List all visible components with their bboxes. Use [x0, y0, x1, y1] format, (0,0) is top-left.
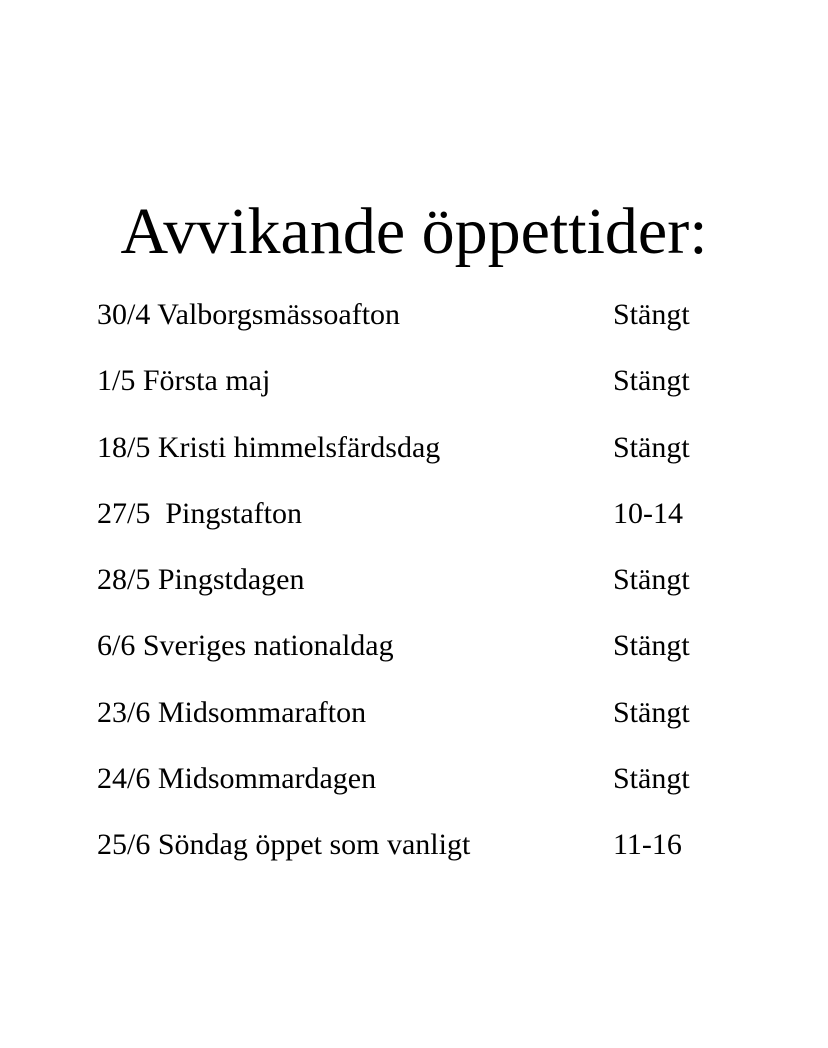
schedule-row-status: Stängt [613, 430, 690, 464]
schedule-row-status: Stängt [613, 563, 690, 597]
schedule-row-status: Stängt [613, 629, 690, 663]
schedule-row-status: Stängt [613, 762, 690, 796]
schedule-row-label: 25/6 Söndag öppet som vanligt [97, 828, 471, 862]
schedule-row [97, 825, 817, 865]
schedule-row-status: Stängt [613, 298, 690, 331]
schedule-row-status: Stängt [613, 364, 690, 398]
schedule-row-label: 27/5 Pingstafton [97, 496, 303, 530]
schedule-row [97, 295, 817, 335]
opening-hours-list [97, 295, 817, 892]
page-title: Avvikande öppettider: [120, 195, 708, 268]
schedule-row-label: 1/5 Första maj [97, 364, 271, 398]
schedule-row [97, 560, 817, 600]
schedule-row [97, 693, 817, 733]
schedule-row-status: 10-14 [613, 496, 683, 530]
schedule-row-label: 18/5 Kristi himmelsfärdsdag [97, 430, 441, 464]
schedule-row [97, 494, 817, 534]
schedule-row-status: Stängt [613, 695, 690, 729]
schedule-row-status: 11-16 [613, 828, 682, 862]
schedule-row [97, 626, 817, 666]
schedule-row-label: 28/5 Pingstdagen [97, 563, 305, 597]
schedule-row-label: 30/4 Valborgsmässoafton [97, 298, 401, 331]
schedule-row-label: 6/6 Sveriges nationaldag [97, 629, 394, 663]
schedule-row-label: 24/6 Midsommardagen [97, 762, 377, 796]
schedule-row [97, 759, 817, 799]
schedule-row [97, 428, 817, 468]
schedule-row [97, 361, 817, 401]
schedule-row-label: 23/6 Midsommarafton [97, 695, 367, 729]
